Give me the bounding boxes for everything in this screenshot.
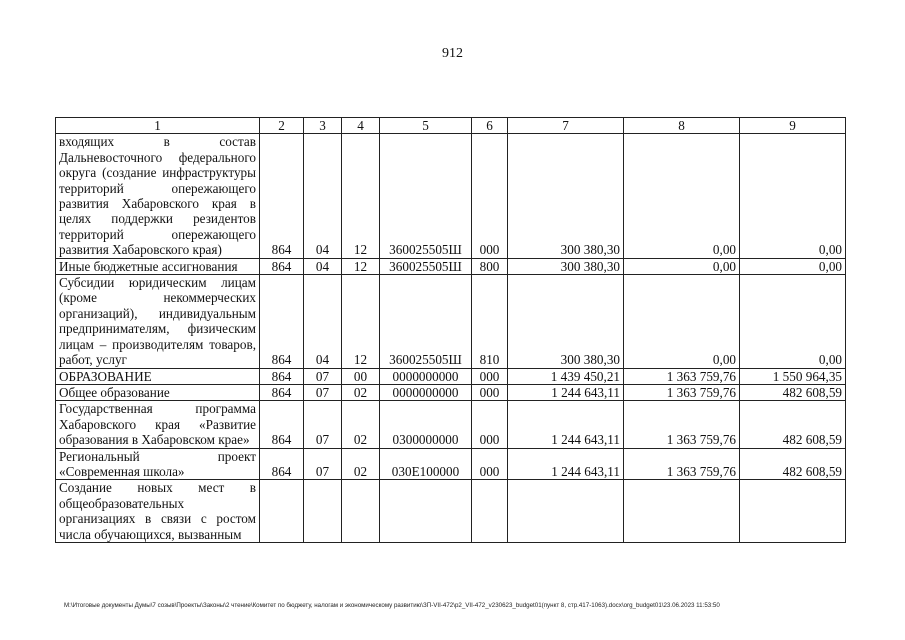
cell-amount-3: 0,00	[740, 134, 846, 258]
page-number: 912	[442, 46, 463, 61]
cell-section	[304, 480, 342, 543]
row-name: входящих в состав Дальневосточного федерального округа (создание инфраструктуры территорий опережающего развития Хабаровского края в целях поддержки резидентов территорий опережающего развития Хабаровского края)	[56, 134, 260, 258]
cell-amount-3: 1 550 964,35	[740, 368, 846, 384]
cell-ministry: 864	[260, 384, 304, 400]
cell-expense-type: 000	[472, 448, 508, 480]
cell-target-article: 360025505Ш	[380, 134, 472, 258]
cell-amount-3	[740, 480, 846, 543]
cell-section: 04	[304, 258, 342, 274]
row-name: Субсидии юридическим лицам (кроме некоммерческих организаций), индивидуальным предпринимателям, физическим лицам – производителям товаров, работ, услуг	[56, 275, 260, 368]
cell-expense-type: 000	[472, 401, 508, 448]
column-header: 3	[304, 118, 342, 134]
cell-amount-1: 1 244 643,11	[508, 448, 624, 480]
cell-target-article: 360025505Ш	[380, 258, 472, 274]
cell-amount-1: 1 244 643,11	[508, 384, 624, 400]
column-header: 7	[508, 118, 624, 134]
cell-amount-2	[624, 480, 740, 543]
cell-expense-type	[472, 480, 508, 543]
cell-ministry: 864	[260, 258, 304, 274]
cell-section: 07	[304, 448, 342, 480]
cell-ministry	[260, 480, 304, 543]
cell-amount-1: 300 380,30	[508, 275, 624, 368]
cell-ministry: 864	[260, 134, 304, 258]
cell-section: 04	[304, 134, 342, 258]
cell-target-article: 360025505Ш	[380, 275, 472, 368]
cell-section: 07	[304, 384, 342, 400]
column-header: 9	[740, 118, 846, 134]
cell-expense-type: 000	[472, 368, 508, 384]
cell-amount-1: 300 380,30	[508, 258, 624, 274]
row-name: ОБРАЗОВАНИЕ	[56, 368, 260, 384]
table-row	[56, 258, 846, 274]
cell-subsection: 02	[342, 448, 380, 480]
cell-amount-1: 1 244 643,11	[508, 401, 624, 448]
table-row	[56, 384, 846, 400]
table-row	[56, 368, 846, 384]
column-header: 6	[472, 118, 508, 134]
cell-subsection: 12	[342, 275, 380, 368]
column-header-row	[56, 118, 846, 134]
cell-amount-2: 0,00	[624, 275, 740, 368]
cell-amount-3: 482 608,59	[740, 401, 846, 448]
cell-ministry: 864	[260, 368, 304, 384]
column-header: 1	[56, 118, 260, 134]
row-name: Государственная программа Хабаровского края «Развитие образования в Хабаровском крае»	[56, 401, 260, 448]
cell-amount-2: 1 363 759,76	[624, 448, 740, 480]
cell-expense-type: 000	[472, 384, 508, 400]
table-row	[56, 275, 846, 368]
budget-table	[55, 117, 846, 543]
cell-amount-1: 300 380,30	[508, 134, 624, 258]
row-name: Региональный проект «Современная школа»	[56, 448, 260, 480]
cell-section: 07	[304, 368, 342, 384]
cell-subsection: 00	[342, 368, 380, 384]
row-name: Создание новых мест в общеобразовательных организациях в связи с ростом числа обучающихся, вызванным	[56, 480, 260, 543]
cell-amount-3: 482 608,59	[740, 448, 846, 480]
column-header: 8	[624, 118, 740, 134]
column-header: 2	[260, 118, 304, 134]
column-header: 5	[380, 118, 472, 134]
cell-amount-2: 0,00	[624, 134, 740, 258]
column-header: 4	[342, 118, 380, 134]
cell-amount-2: 1 363 759,76	[624, 401, 740, 448]
footer-file-path: M:\Итоговые документы Думы\7 созыв\Проекты\Законы\2 чтение\Комитет по бюджету, налогам и экономическому развитию\ЗП-VII-472\р2_VII-472_v230623_budget01(пункт 8, стр.417-1063).docx\org_budget01\23.06.2023 11:53:50	[64, 602, 720, 609]
cell-amount-2: 1 363 759,76	[624, 368, 740, 384]
cell-amount-2: 0,00	[624, 258, 740, 274]
cell-expense-type: 800	[472, 258, 508, 274]
table-row	[56, 134, 846, 258]
cell-amount-3: 0,00	[740, 275, 846, 368]
cell-section: 04	[304, 275, 342, 368]
cell-ministry: 864	[260, 401, 304, 448]
cell-expense-type: 810	[472, 275, 508, 368]
cell-ministry: 864	[260, 275, 304, 368]
cell-subsection: 12	[342, 258, 380, 274]
cell-ministry: 864	[260, 448, 304, 480]
cell-target-article: 0300000000	[380, 401, 472, 448]
cell-amount-1	[508, 480, 624, 543]
cell-subsection: 12	[342, 134, 380, 258]
cell-section: 07	[304, 401, 342, 448]
cell-expense-type: 000	[472, 134, 508, 258]
row-name: Общее образование	[56, 384, 260, 400]
cell-target-article: 030Е100000	[380, 448, 472, 480]
cell-amount-3: 482 608,59	[740, 384, 846, 400]
cell-subsection: 02	[342, 401, 380, 448]
cell-amount-2: 1 363 759,76	[624, 384, 740, 400]
cell-amount-3: 0,00	[740, 258, 846, 274]
cell-target-article: 0000000000	[380, 368, 472, 384]
table-row	[56, 401, 846, 448]
cell-subsection: 02	[342, 384, 380, 400]
cell-subsection	[342, 480, 380, 543]
row-name: Иные бюджетные ассигнования	[56, 258, 260, 274]
table-row	[56, 448, 846, 480]
cell-target-article	[380, 480, 472, 543]
cell-amount-1: 1 439 450,21	[508, 368, 624, 384]
table-row	[56, 480, 846, 543]
cell-target-article: 0000000000	[380, 384, 472, 400]
